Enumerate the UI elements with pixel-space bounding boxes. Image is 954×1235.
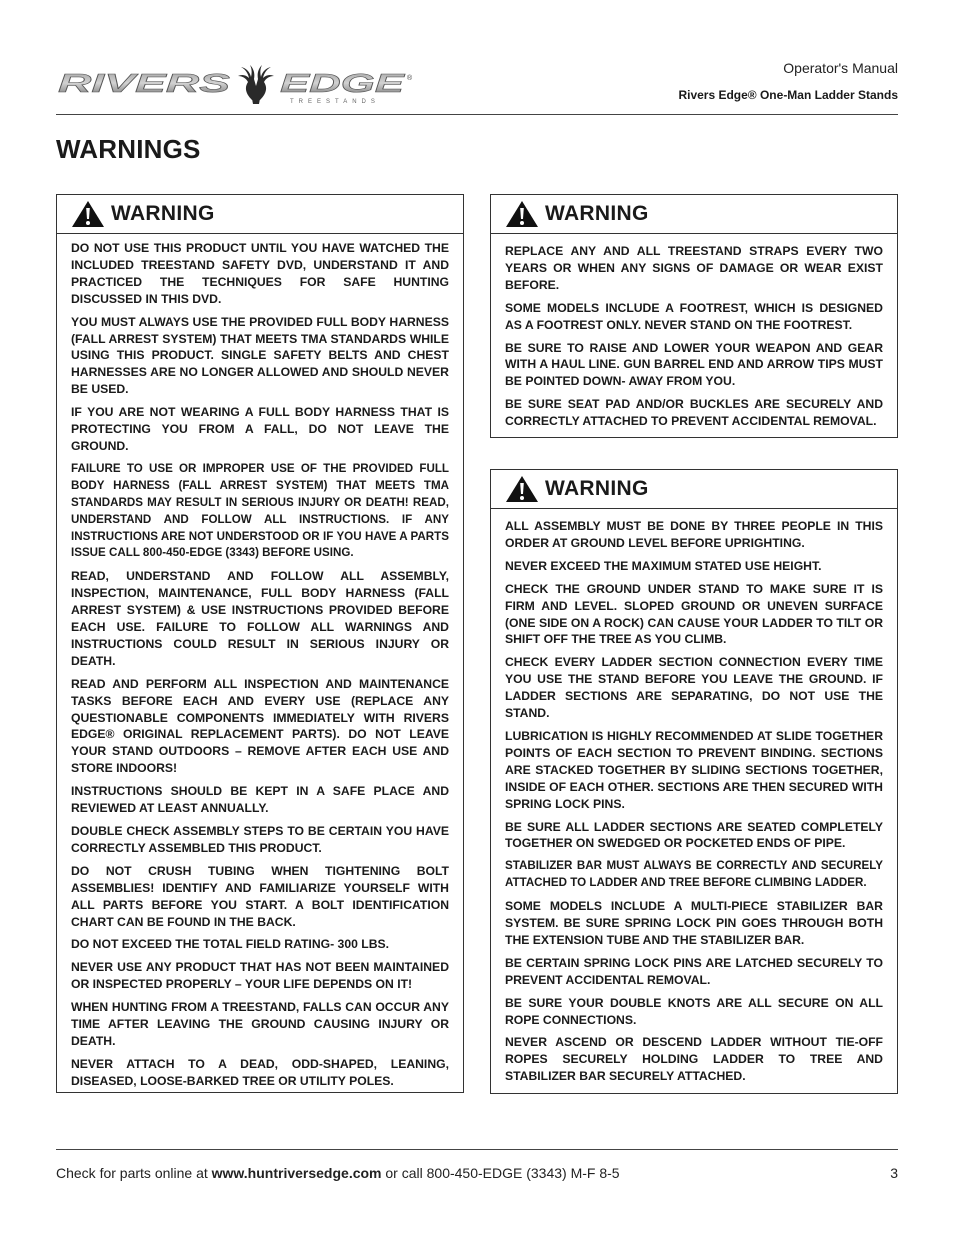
page-title: WARNINGS <box>56 134 201 164</box>
warning-item: STABILIZER BAR MUST ALWAYS BE CORRECTLY AND SECURELY ATTACHED TO LADDER AND TREE BEFORE CLIMBING LADDER. <box>505 859 883 890</box>
warning-box-right-bottom <box>490 469 898 1094</box>
warning-heading: WARNING <box>111 202 215 225</box>
logo-subtitle: TREESTANDS <box>290 99 380 105</box>
warning-triangle-icon <box>71 200 105 228</box>
warning-item: FAILURE TO USE OR IMPROPER USE OF THE PROVIDED FULL BODY HARNESS (FALL ARREST SYSTEM) THAT MEETS TMA STANDARDS MAY RESULT IN SERIOUS INJURY OR DEATH! READ, UNDERSTAND AND FOLLOW ALL INSTRUCTIONS. IF ANY INSTRUCTIONS ARE NOT UNDERSTOOD OR IF YOU HAVE A PARTS ISSUE CALL 800-450-EDGE (3343) BEFORE USING. <box>71 461 449 560</box>
warning-item: DO NOT EXCEED THE TOTAL FIELD RATING- 300 LBS. <box>71 937 390 952</box>
warning-item: BE SURE ALL LADDER SECTIONS ARE SEATED COMPLETELY TOGETHER ON SWEDGED OR POCKETED ENDS OF PIPE. <box>505 819 883 851</box>
header-meta <box>678 60 898 102</box>
warning-item: INSTRUCTIONS SHOULD BE KEPT IN A SAFE PLACE AND REVIEWED AT LEAST ANNUALLY. <box>71 784 449 816</box>
warning-item: BE CERTAIN SPRING LOCK PINS ARE LATCHED SECURELY TO PREVENT ACCIDENTAL REMOVAL. <box>505 955 883 987</box>
product-line: Rivers Edge® One-Man Ladder Stands <box>678 88 898 102</box>
warning-item: DO NOT CRUSH TUBING WHEN TIGHTENING BOLT ASSEMBLIES! IDENTIFY AND FAMILIARIZE YOURSELF WITH ALL PARTS BEFORE YOU START. A BOLT IDENTIFICATION CHART CAN BE FOUND IN THE BACK. <box>71 863 449 929</box>
warning-item: YOU MUST ALWAYS USE THE PROVIDED FULL BODY HARNESS (FALL ARREST SYSTEM) THAT MEETS TMA STANDARDS WHILE USING THIS PRODUCT. SINGLE SAFETY BELTS AND CHEST HARNESSES ARE NO LONGER ALLOWED AND SHOULD NEVER BE USED. <box>71 314 449 397</box>
warning-item: NEVER ATTACH TO A DEAD, ODD-SHAPED, LEANING, DISEASED, LOOSE-BARKED TREE OR UTILITY POLES. <box>71 1056 449 1088</box>
warning-item: LUBRICATION IS HIGHLY RECOMMENDED AT SLIDE TOGETHER POINTS OF EACH SECTION TO PREVENT BINDING. SECTIONS ARE STACKED TOGETHER BY SLIDING SECTIONS TOGETHER, INSIDE OF EACH OTHER. SECTIONS ARE THEN SECURED WITH SPRING LOCK PINS. <box>505 728 883 811</box>
warning-list <box>491 234 897 430</box>
warning-list <box>491 509 897 1085</box>
warning-item: BE SURE YOUR DOUBLE KNOTS ARE ALL SECURE ON ALL ROPE CONNECTIONS. <box>505 995 883 1027</box>
warning-item: NEVER EXCEED THE MAXIMUM STATED USE HEIGHT. <box>505 558 822 573</box>
header-divider <box>56 114 898 115</box>
footer-prefix: Check for parts online at <box>56 1165 212 1181</box>
warning-triangle-icon <box>505 200 539 228</box>
svg-text:®: ® <box>407 75 413 82</box>
warning-box-header <box>57 195 463 234</box>
warning-item: SOME MODELS INCLUDE A MULTI-PIECE STABILIZER BAR SYSTEM. BE SURE SPRING LOCK PIN GOES THROUGH BOTH THE EXTENSION TUBE AND THE STABILIZER BAR. <box>505 899 883 947</box>
warning-item: REPLACE ANY AND ALL TREESTAND STRAPS EVERY TWO YEARS OR WHEN ANY SIGNS OF DAMAGE OR WEAR EXIST BEFORE. <box>505 244 883 292</box>
warning-box-header <box>491 470 897 509</box>
rivers-edge-logo <box>58 62 418 106</box>
warning-item: SOME MODELS INCLUDE A FOOTREST, WHICH IS DESIGNED AS A FOOTREST ONLY. NEVER STAND ON THE FOOTREST. <box>505 300 883 332</box>
warning-item: WHEN HUNTING FROM A TREESTAND, FALLS CAN OCCUR ANY TIME AFTER LEAVING THE GROUND CAUSING INJURY OR DEATH. <box>71 1000 449 1048</box>
warning-box-header <box>491 195 897 234</box>
footer-divider <box>56 1149 898 1150</box>
warning-item: READ, UNDERSTAND AND FOLLOW ALL ASSEMBLY, INSPECTION, MAINTENANCE, FULL BODY HARNESS (FALL ARREST SYSTEM) & USE INSTRUCTIONS PROVIDED BEFORE EACH USE. FAILURE TO FOLLOW ALL WARNINGS AND INSTRUCTIONS COULD RESULT IN SERIOUS INJURY OR DEATH. <box>71 569 449 668</box>
parts-website-link[interactable]: www.huntriversedge.com <box>211 1165 382 1181</box>
warning-item: IF YOU ARE NOT WEARING A FULL BODY HARNESS THAT IS PROTECTING YOU FROM A FALL, DO NOT LEAVE THE GROUND. <box>71 405 449 453</box>
warning-item: BE SURE TO RAISE AND LOWER YOUR WEAPON AND GEAR WITH A HAUL LINE. GUN BARREL END AND ARROW TIPS MUST BE POINTED DOWN- AWAY FROM YOU. <box>505 340 883 389</box>
warning-triangle-icon <box>505 475 539 503</box>
warning-heading: WARNING <box>545 202 649 225</box>
page-number: 3 <box>890 1165 898 1181</box>
warning-item: NEVER ASCEND OR DESCEND LADDER WITHOUT TIE-OFF ROPES SECURELY HOLDING LADDER TO TREE AND STABILIZER BAR SECURELY ATTACHED. <box>505 1035 883 1084</box>
warning-item: BE SURE SEAT PAD AND/OR BUCKLES ARE SECURELY AND CORRECTLY ATTACHED TO PREVENT ACCIDENTAL REMOVAL. <box>505 397 883 429</box>
warning-heading: WARNING <box>545 477 649 500</box>
warning-item: NEVER USE ANY PRODUCT THAT HAS NOT BEEN MAINTAINED OR INSPECTED PROPERLY – YOUR LIFE DEPENDS ON IT! <box>71 960 449 992</box>
deer-antler-icon <box>238 65 274 104</box>
warning-item: ALL ASSEMBLY MUST BE DONE BY THREE PEOPLE IN THIS ORDER AT GROUND LEVEL BEFORE UPRIGHTING. <box>505 519 883 550</box>
warning-item: CHECK EVERY LADDER SECTION CONNECTION EVERY TIME YOU USE THE STAND BEFORE YOU LEAVE THE GROUND. IF LADDER SECTIONS ARE SEPARATING, DO NOT USE THE STAND. <box>505 655 883 721</box>
manual-label: Operator's Manual <box>783 60 898 76</box>
footer-text <box>56 1165 620 1181</box>
warning-box-left <box>56 194 464 1093</box>
warning-box-right-top <box>490 194 898 438</box>
logo-word-edge: EDGE <box>280 68 406 98</box>
warning-item: READ AND PERFORM ALL INSPECTION AND MAINTENANCE TASKS BEFORE EACH AND EVERY USE (REPLACE ANY QUESTIONABLE COMPONENTS IMMEDIATELY WITH RIVERS EDGE® ORIGINAL REPLACEMENT PARTS). DO NOT LEAVE YOUR STAND OUTDOORS – REMOVE AFTER EACH USE AND STORE INDOORS! <box>71 676 449 776</box>
warning-item: DOUBLE CHECK ASSEMBLY STEPS TO BE CERTAIN YOU HAVE CORRECTLY ASSEMBLED THIS PRODUCT. <box>71 824 449 855</box>
footer-suffix: or call 800-450-EDGE (3343) M-F 8-5 <box>381 1165 620 1181</box>
warning-item: CHECK THE GROUND UNDER STAND TO MAKE SURE IT IS FIRM AND LEVEL. SLOPED GROUND OR UNEVEN SURFACE (ONE SIDE ON A ROCK) CAN CAUSE YOUR LADDER TO TILT OR SHIFT OFF THE TREE AS YOU CLIMB. <box>505 581 883 647</box>
warning-list <box>57 234 463 1090</box>
warning-item: DO NOT USE THIS PRODUCT UNTIL YOU HAVE WATCHED THE INCLUDED TREESTAND SAFETY DVD, UNDERSTAND IT AND PRACTICED THE TECHNIQUES FOR SAFE HUNTING DISCUSSED IN THIS DVD. <box>71 241 449 306</box>
logo-word-rivers: RIVERS <box>58 68 232 98</box>
